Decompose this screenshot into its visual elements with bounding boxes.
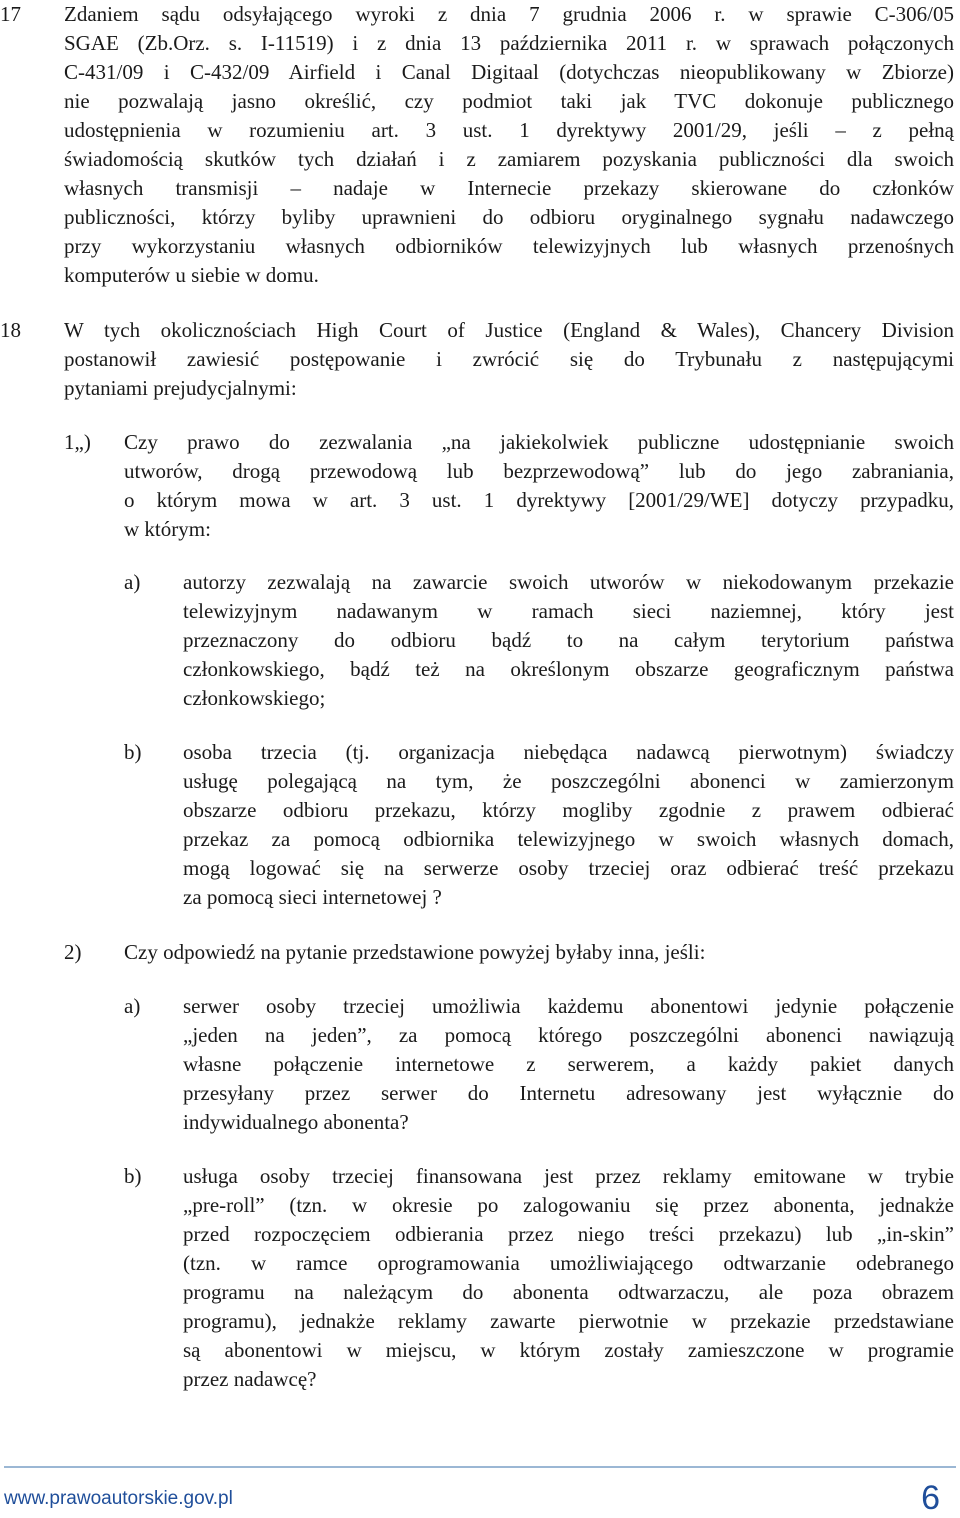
text-line: C-431/09 i C-432/09 Airfield i Canal Digitaal (dotychczas nieopublikowany w Zbiorze)	[64, 60, 954, 84]
text-line: usługę polegającą na tym, że poszczególni abonenci w zamierzonym	[183, 769, 954, 793]
text-line: są abonentowi w miejscu, w którym zostały zamieszczone w programie	[183, 1338, 954, 1362]
paragraph-number: 18	[0, 318, 21, 342]
item-label: a)	[124, 570, 141, 594]
text-line: Czy prawo do zezwalania „na jakiekolwiek publiczne udostępnianie swoich	[124, 430, 954, 454]
text-line: pytaniami prejudycjalnymi:	[64, 376, 297, 400]
text-line: własne połączenie internetowe z serwerem, a każdy pakiet danych	[183, 1052, 954, 1076]
text-line: przesyłany przez serwer do Internetu adresowany jest wyłącznie do	[183, 1081, 954, 1105]
text-line: serwer osoby trzeciej umożliwia każdemu abonentowi jedynie połączenie	[183, 994, 954, 1018]
item-text	[183, 568, 954, 713]
question-text	[124, 428, 954, 544]
text-line: Zdaniem sądu odsyłającego wyroki z dnia 7 grudnia 2006 r. w sprawie C-306/05	[64, 2, 954, 26]
page-number: 6	[921, 1479, 940, 1517]
text-line: usługa osoby trzeciej finansowana jest przez reklamy emitowane w trybie	[183, 1164, 954, 1188]
text-line: obszarze odbioru przekazu, którzy mogliby zgodnie z prawem odbierać	[183, 798, 954, 822]
text-line: programu), jednakże reklamy zawarte pierwotnie w przekazie przedstawiane	[183, 1309, 954, 1333]
text-line: świadomością skutków tych działań i z zamiarem pozyskania publiczności dla swoich	[64, 147, 954, 171]
footer-website-link[interactable]: www.prawoautorskie.gov.pl	[4, 1488, 233, 1509]
text-line: o którym mowa w art. 3 ust. 1 dyrektywy [2001/29/WE] dotyczy przypadku,	[124, 488, 954, 512]
item-label: b)	[124, 740, 142, 764]
text-line: udostępnienia w rozumieniu art. 3 ust. 1 dyrektywy 2001/29, jeśli – z pełną	[64, 118, 954, 142]
text-line: SGAE (Zb.Orz. s. I-11519) i z dnia 13 października 2011 r. w sprawach połączonych	[64, 31, 954, 55]
text-line: członkowskiego;	[183, 686, 326, 710]
text-line: członkowskiego, bądź też na określonym obszarze geograficznym państwa	[183, 657, 954, 681]
item-text	[183, 992, 954, 1137]
question-text	[124, 938, 954, 967]
text-line: indywidualnego abonenta?	[183, 1110, 409, 1134]
text-line: (tzn. w ramce oprogramowania umożliwiającego odtwarzanie odebranego	[183, 1251, 954, 1275]
text-line: Czy odpowiedź na pytanie przedstawione powyżej byłaby inna, jeśli:	[124, 940, 706, 964]
text-line: przed rozpoczęciem odbierania przez niego treści przekazu) lub „in-skin”	[183, 1222, 954, 1246]
text-line: publiczności, którzy byliby uprawnieni do odbioru oryginalnego sygnału nadawczego	[64, 205, 954, 229]
text-line: osoba trzecia (tj. organizacja niebędąca nadawcą pierwotnym) świadczy	[183, 740, 954, 764]
footer-divider	[4, 1466, 956, 1468]
text-line: utworów, drogą przewodową lub bezprzewodową” lub do jego zabraniania,	[124, 459, 954, 483]
text-line: za pomocą sieci internetowej ?	[183, 885, 442, 909]
text-line: komputerów u siebie w domu.	[64, 263, 319, 287]
paragraph-number: 17	[0, 2, 21, 26]
text-line: przekaz za pomocą odbiornika telewizyjnego w swoich własnych domach,	[183, 827, 954, 851]
text-line: w którym:	[124, 517, 211, 541]
paragraph-text	[64, 316, 954, 403]
text-line: przez nadawcę?	[183, 1367, 317, 1391]
text-line: W tych okolicznościach High Court of Justice (England & Wales), Chancery Division	[64, 318, 954, 342]
text-line: postanowił zawiesić postępowanie i zwrócić się do Trybunału z następującymi	[64, 347, 954, 371]
text-line: mogą logować się na serwerze osoby trzeciej oraz odbierać treść przekazu	[183, 856, 954, 880]
item-text	[183, 738, 954, 912]
text-line: przy wykorzystaniu własnych odbiorników telewizyjnych lub własnych przenośnych	[64, 234, 954, 258]
text-line: własnych transmisji – nadaje w Internecie przekazy skierowane do członków	[64, 176, 954, 200]
item-label: a)	[124, 994, 141, 1018]
text-line: telewizyjnym nadawanym w ramach sieci naziemnej, który jest	[183, 599, 954, 623]
item-text	[183, 1162, 954, 1394]
question-number: 1„)	[64, 430, 91, 454]
text-line: przeznaczony do odbioru bądź to na całym terytorium państwa	[183, 628, 954, 652]
item-label: b)	[124, 1164, 142, 1188]
text-line: „pre-roll” (tzn. w okresie po zalogowaniu się przez abonenta, jednakże	[183, 1193, 954, 1217]
text-line: nie pozwalają jasno określić, czy podmiot taki jak TVC dokonuje publicznego	[64, 89, 954, 113]
text-line: programu na należącym do abonenta odtwarzaczu, ale poza obrazem	[183, 1280, 954, 1304]
paragraph-text	[64, 0, 954, 290]
question-number: 2)	[64, 940, 82, 964]
text-line: „jeden na jeden”, za pomocą którego poszczególni abonenci nawiązują	[183, 1023, 954, 1047]
text-line: autorzy zezwalają na zawarcie swoich utworów w niekodowanym przekazie	[183, 570, 954, 594]
